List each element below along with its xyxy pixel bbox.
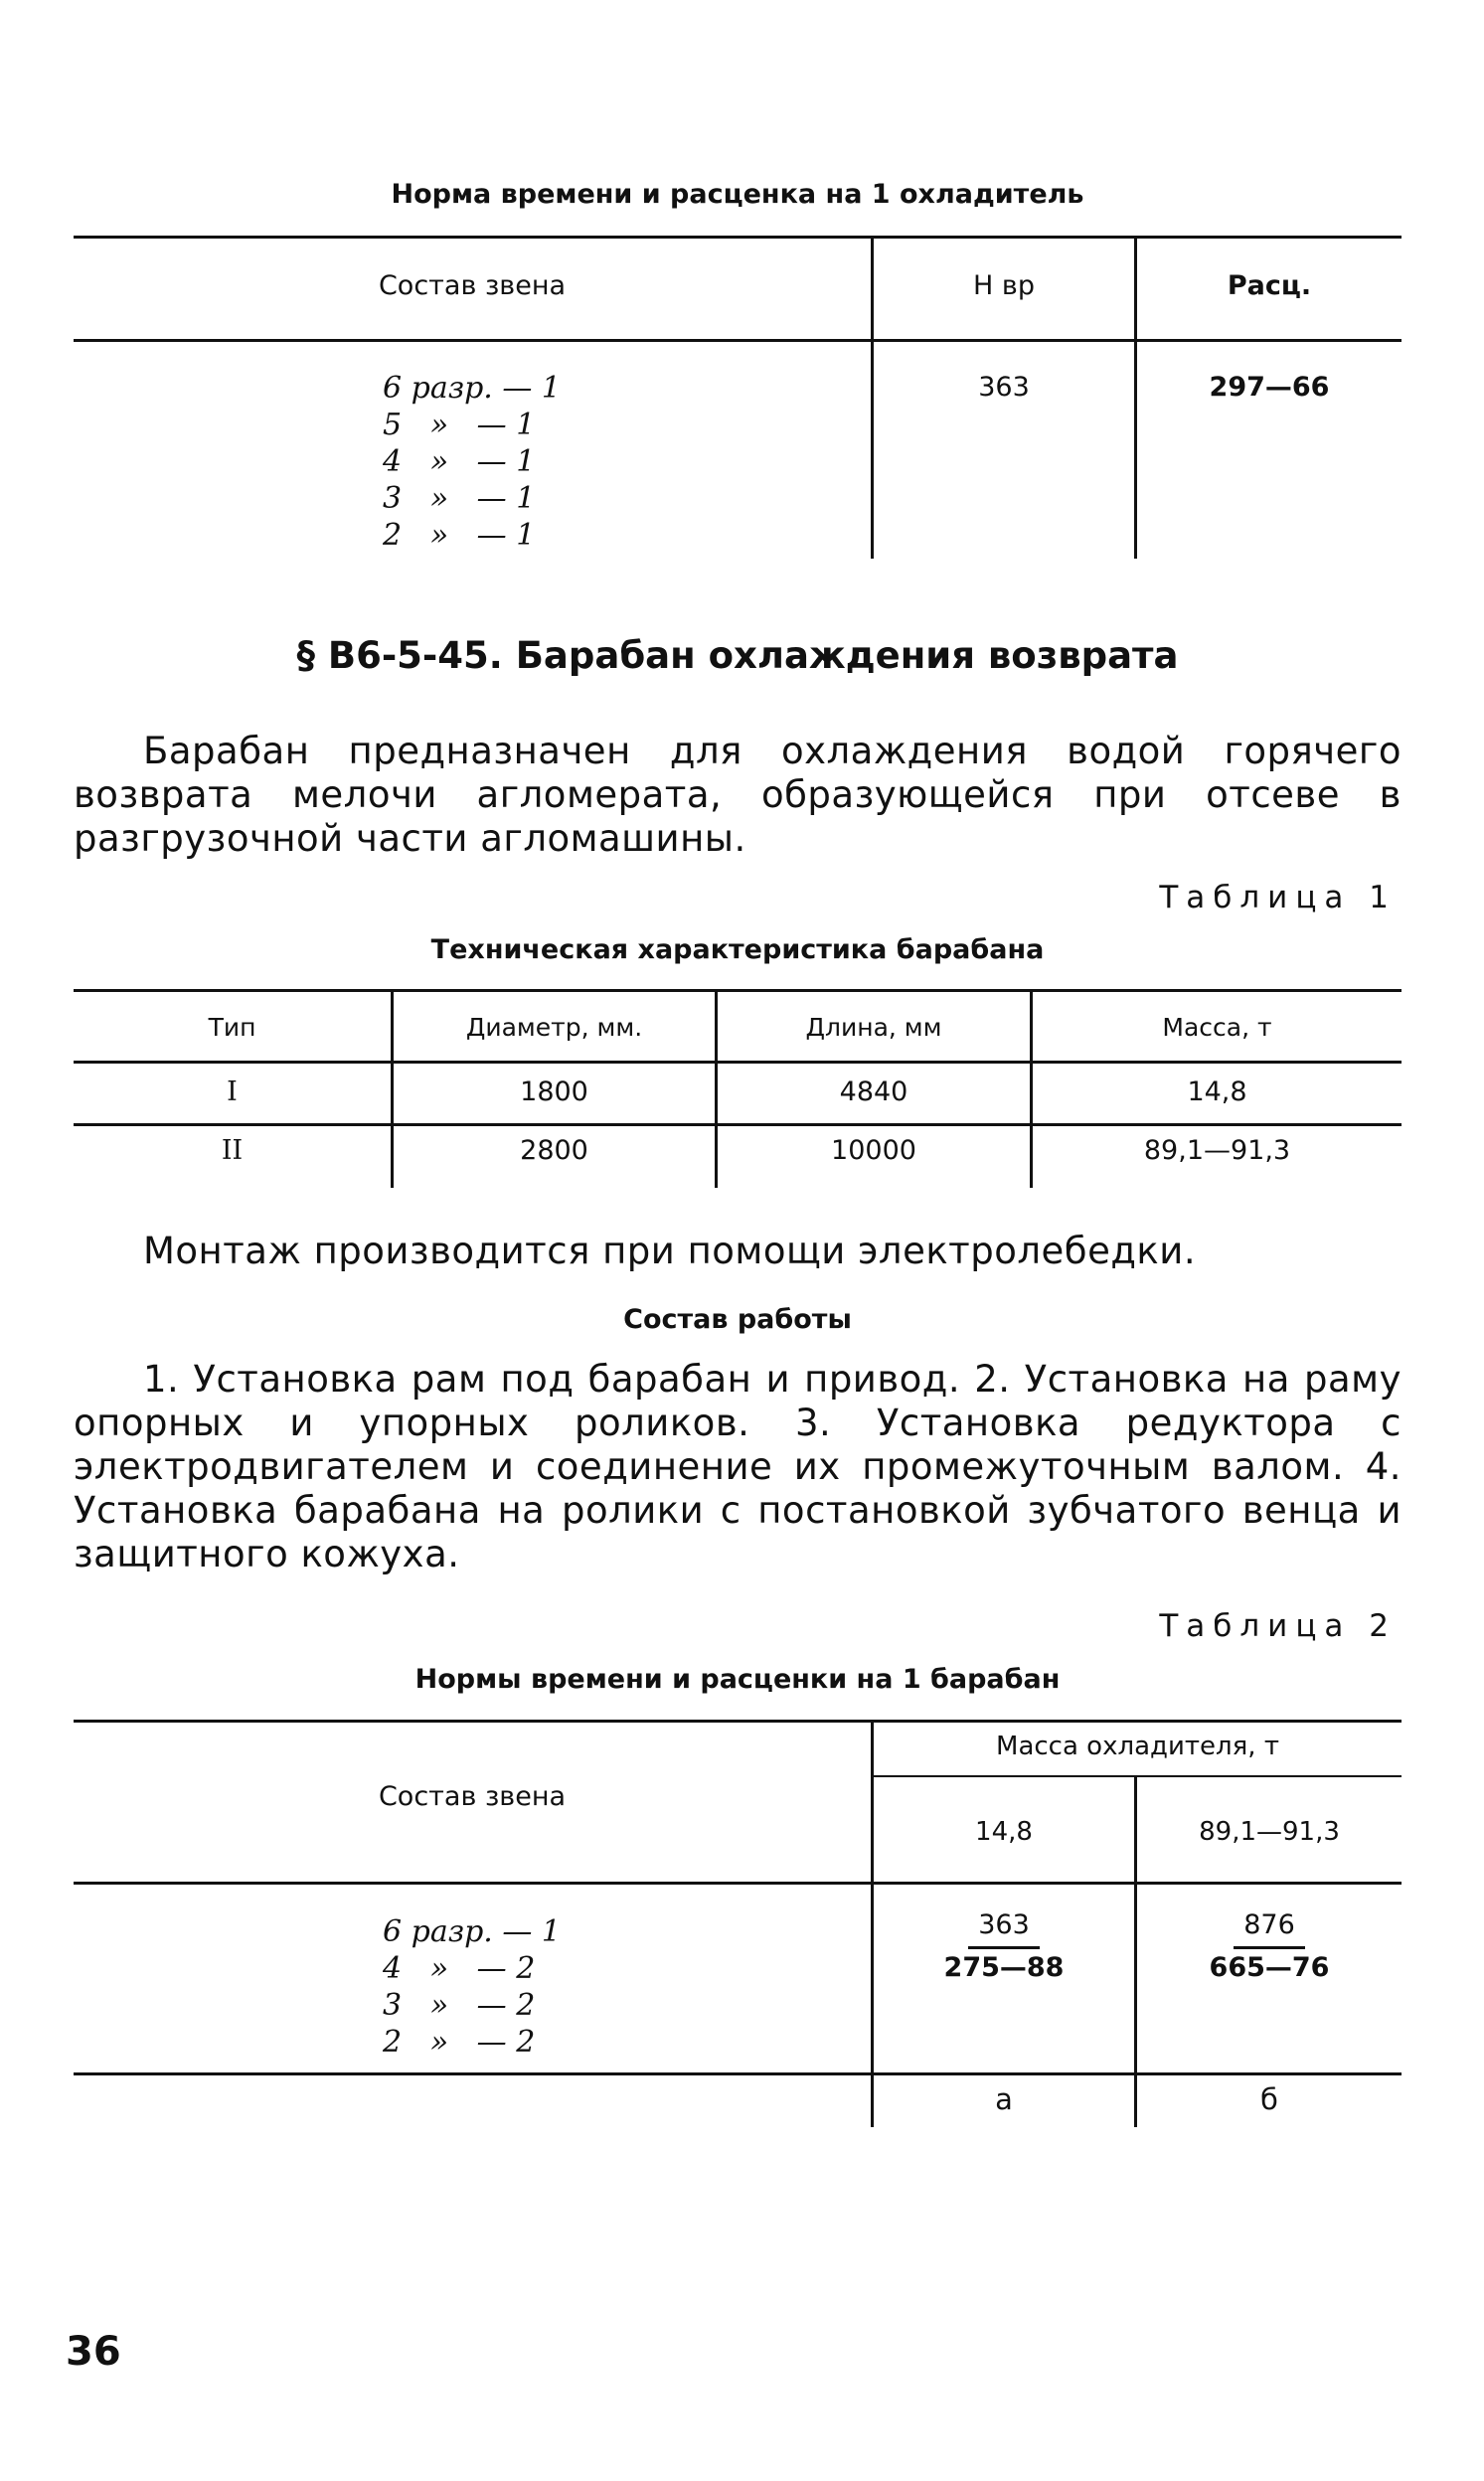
table1-cell: 1800 bbox=[520, 1076, 588, 1107]
crew-line: 6 разр. — 1 bbox=[383, 371, 561, 406]
table1-header-length: Длина, мм bbox=[805, 1013, 942, 1042]
table2-value-b bbox=[1137, 1906, 1402, 1987]
crew-line: 3 » — 1 bbox=[383, 481, 536, 516]
table2-col-letter-b: б bbox=[1260, 2082, 1278, 2116]
section-heading: § В6-5-45. Барабан охлаждения возврата bbox=[296, 634, 1179, 677]
value-b-top: 876 bbox=[1234, 1906, 1305, 1949]
table2-rule-header bbox=[74, 1882, 1402, 1885]
table1-cell: 89,1—91,3 bbox=[1143, 1135, 1291, 1166]
crew-line: 5 » — 1 bbox=[383, 408, 536, 442]
table-top-rule-header bbox=[74, 339, 1402, 342]
crew-line: 4 » — 1 bbox=[383, 444, 536, 479]
crew-line: 3 » — 2 bbox=[383, 1988, 536, 2023]
table1-header-type: Тип bbox=[208, 1013, 256, 1042]
table1-cell: 2800 bbox=[520, 1135, 588, 1166]
table-top-title: Норма времени и расценка на 1 охладитель bbox=[391, 179, 1084, 210]
table2-value-a bbox=[874, 1906, 1134, 1987]
work-paragraph: 1. Установка рам под барабан и привод. 2. Установка на раму опорных и упорных роликов. 3. Установка редуктора с электродвигателем и соединение их промежуточным валом. 4. Установка барабана на ролики с постановкой зубчатого венца и защитного кожуха. bbox=[74, 1358, 1402, 1575]
table2-header-mass: Масса охладителя, т bbox=[996, 1732, 1279, 1761]
page-number: 36 bbox=[66, 2329, 121, 2375]
table2-mass-col-2: 89,1—91,3 bbox=[1199, 1817, 1340, 1847]
work-heading: Состав работы bbox=[623, 1304, 852, 1335]
table2-title: Нормы времени и расценки на 1 барабан bbox=[414, 1664, 1061, 1695]
mount-paragraph: Монтаж производится при помощи электролебедки. bbox=[143, 1230, 1197, 1272]
table1-label: Таблица 1 bbox=[1159, 880, 1397, 915]
table-top-header-hvr: Н вр bbox=[973, 270, 1035, 301]
table-top-header-rate: Расц. bbox=[1227, 270, 1312, 301]
value-a-top: 363 bbox=[968, 1906, 1040, 1949]
crew-line: 2 » — 1 bbox=[383, 518, 536, 553]
table-top-header-crew: Состав звена bbox=[378, 270, 567, 301]
table1-cell: 14,8 bbox=[1187, 1076, 1247, 1107]
table1-rule-header bbox=[74, 1061, 1402, 1064]
table2-col-letter-a: а bbox=[995, 2082, 1013, 2116]
crew-line: 6 разр. — 1 bbox=[383, 1914, 561, 1949]
table1-title: Техническая характеристика барабана bbox=[430, 934, 1045, 965]
table1-cell: 10000 bbox=[831, 1135, 916, 1166]
table1-rule-top bbox=[74, 989, 1402, 992]
table-top-rule-top bbox=[74, 236, 1402, 239]
crew-line: 2 » — 2 bbox=[383, 2025, 536, 2060]
table1-cell: II bbox=[221, 1135, 244, 1166]
table-top-hvr-value: 363 bbox=[978, 372, 1030, 403]
table2-rule-bottom bbox=[74, 2072, 1402, 2075]
table1-cell: I bbox=[227, 1076, 238, 1107]
table1-header-diameter: Диаметр, мм. bbox=[465, 1013, 643, 1042]
table-top-rate-value: 297—66 bbox=[1209, 372, 1330, 403]
table1-header-mass: Масса, т bbox=[1162, 1013, 1272, 1042]
table2-label: Таблица 2 bbox=[1159, 1608, 1397, 1644]
table2-rule-mass bbox=[871, 1775, 1402, 1777]
crew-line: 4 » — 2 bbox=[383, 1951, 536, 1986]
table1-rule-row bbox=[74, 1123, 1402, 1126]
table2-header-crew: Состав звена bbox=[378, 1781, 567, 1812]
table2-mass-col-1: 14,8 bbox=[975, 1817, 1033, 1847]
table2-rule-top bbox=[74, 1720, 1402, 1723]
value-a-bottom: 275—88 bbox=[943, 1952, 1065, 1983]
value-b-bottom: 665—76 bbox=[1209, 1952, 1330, 1983]
intro-paragraph: Барабан предназначен для охлаждения водой горячего возврата мелочи агломерата, образующейся при отсеве в разгрузочной части агломашины. bbox=[74, 730, 1402, 860]
table1-cell: 4840 bbox=[839, 1076, 908, 1107]
